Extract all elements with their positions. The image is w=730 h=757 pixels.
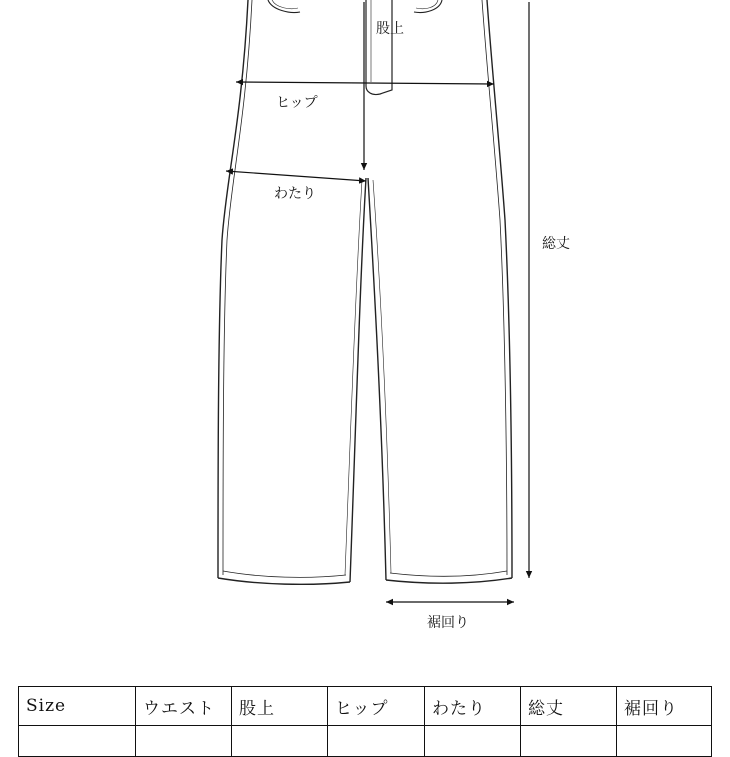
header-rise: 股上 bbox=[232, 687, 328, 726]
table-header-row bbox=[19, 687, 712, 726]
hip-label: ヒップ bbox=[276, 95, 318, 111]
header-waist: ウエスト bbox=[136, 687, 232, 726]
header-total-length: 総丈 bbox=[521, 687, 617, 726]
table-cell bbox=[232, 726, 328, 757]
size-table bbox=[18, 686, 712, 757]
header-size: Size bbox=[19, 687, 136, 726]
table-row bbox=[19, 726, 712, 757]
thigh-label: わたり bbox=[274, 186, 316, 202]
table-cell bbox=[617, 726, 712, 757]
table-cell bbox=[425, 726, 521, 757]
header-hem: 裾回り bbox=[617, 687, 712, 726]
table-cell bbox=[19, 726, 136, 757]
table-cell bbox=[328, 726, 425, 757]
pants-outline bbox=[218, 0, 512, 584]
measurement-arrows bbox=[226, 2, 529, 602]
header-thigh: わたり bbox=[425, 687, 521, 726]
rise-label: 股上 bbox=[376, 21, 404, 37]
table-cell bbox=[136, 726, 232, 757]
hem-label: 裾回り bbox=[427, 615, 469, 631]
thigh-arrow bbox=[226, 171, 366, 181]
total-length-label: 総丈 bbox=[542, 236, 570, 252]
hip-arrow bbox=[236, 82, 494, 84]
header-hip: ヒップ bbox=[328, 687, 425, 726]
table-cell bbox=[521, 726, 617, 757]
